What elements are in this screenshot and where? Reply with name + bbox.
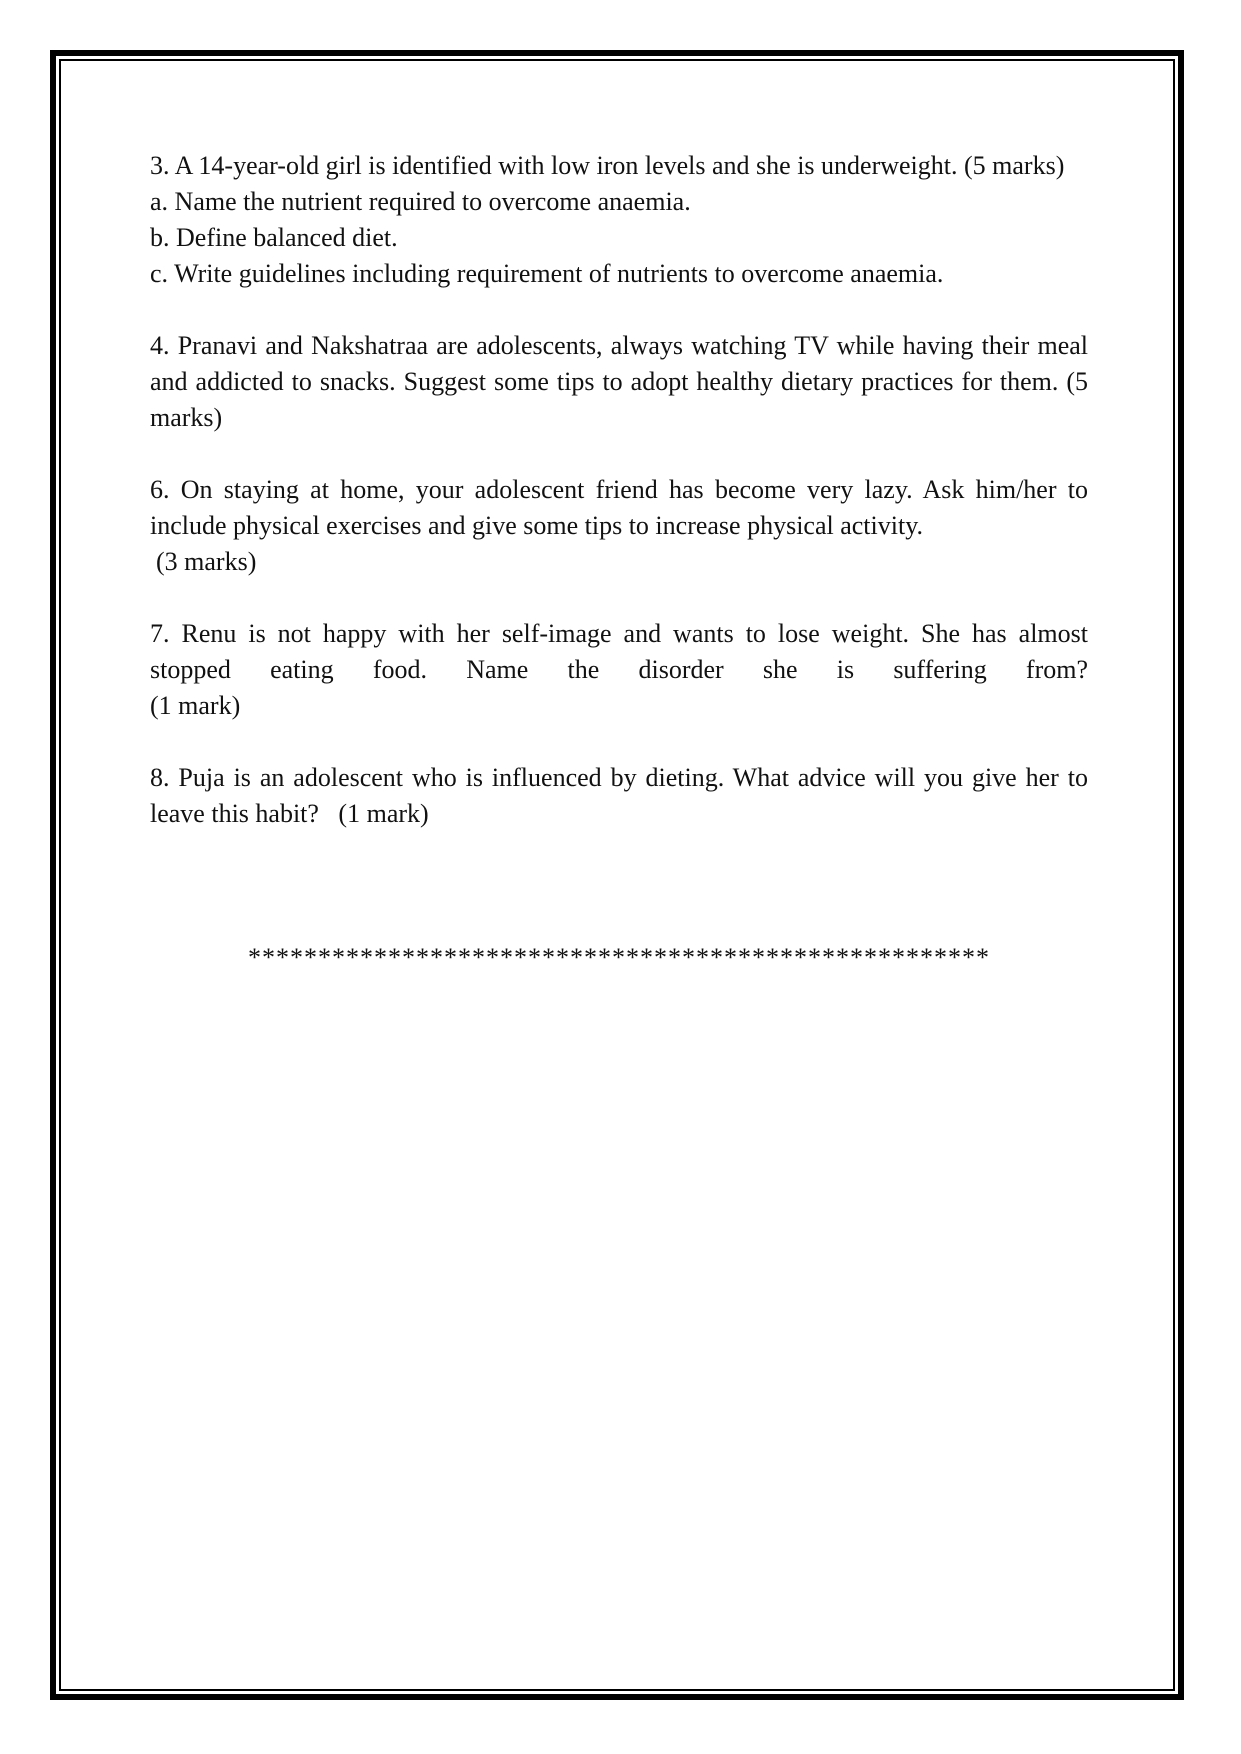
question-7-marks: (1 mark) [150, 691, 241, 720]
question-6 [150, 472, 1088, 580]
question-6-text: 6. On staying at home, your adolescent friend has become very lazy. Ask him/her to include physical exercises and give some tips to increase physical activity. [150, 475, 1088, 540]
question-8-text: 8. Puja is an adolescent who is influenced by dieting. What advice will you give her to leave this habit? (1 mark) [150, 763, 1095, 828]
question-3 [150, 148, 1088, 292]
question-7-line-2: stopped eating food. Name the disorder she is suffering from? [150, 655, 1088, 684]
question-3-text: 3. A 14-year-old girl is identified with low iron levels and she is underweight. (5 marks) [150, 151, 1065, 180]
question-3-part-c: c. Write guidelines including requirement of nutrients to overcome anaemia. [150, 259, 944, 288]
question-7 [150, 616, 1088, 724]
question-3-part-a: a. Name the nutrient required to overcome anaemia. [150, 187, 691, 216]
question-8 [150, 760, 1095, 832]
question-3-part-b: b. Define balanced diet. [150, 223, 398, 252]
question-list [150, 148, 1095, 868]
question-6-marks: (3 marks) [156, 547, 257, 576]
end-separator: ***************************************************** [248, 943, 990, 972]
question-4-text: 4. Pranavi and Nakshatraa are adolescents, always watching TV while having their meal and addicted to snacks. Suggest some tips to adopt healthy dietary practices for them. (5 marks) [150, 331, 1088, 432]
question-4 [150, 328, 1088, 436]
question-7-line-1: 7. Renu is not happy with her self-image and wants to lose weight. She has almost [150, 619, 1088, 648]
